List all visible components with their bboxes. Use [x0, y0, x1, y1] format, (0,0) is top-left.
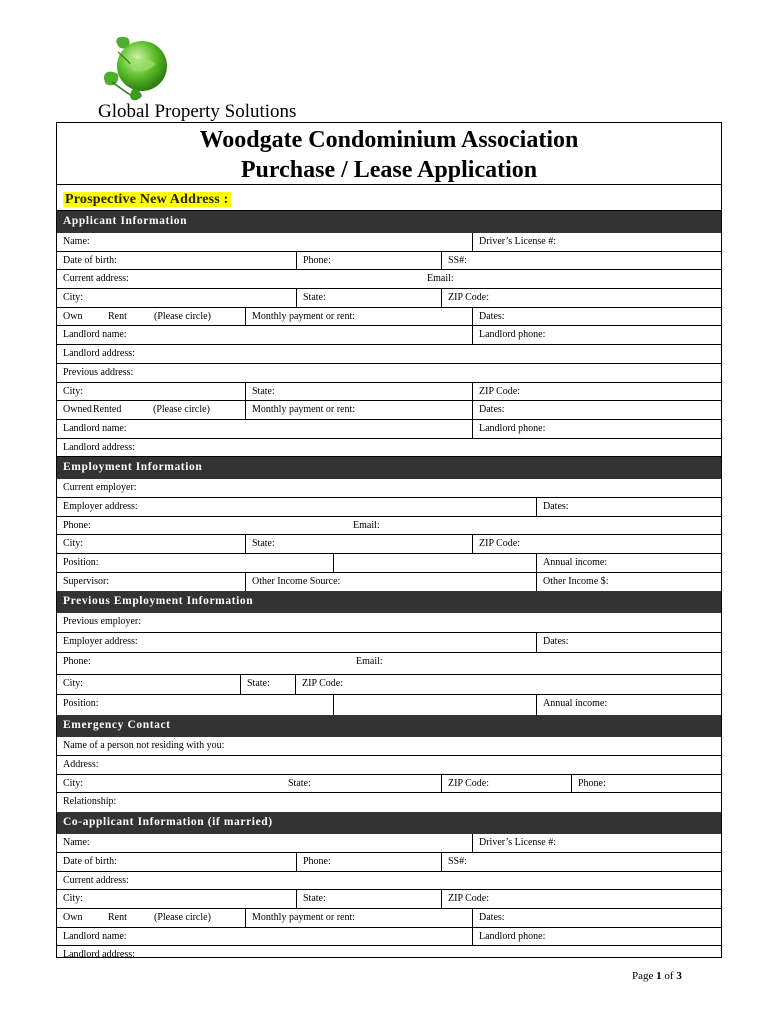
prev-employment-zip-field[interactable]: ZIP Code:	[295, 675, 721, 694]
applicant-prev-own-rent-row	[57, 401, 721, 420]
prev-employment-phone-field[interactable]: Phone:	[63, 656, 91, 668]
coapplicant-landlord-phone-field[interactable]: Landlord phone:	[472, 928, 721, 946]
applicant-prev-state-field[interactable]: State:	[245, 383, 472, 401]
applicant-prev-landlord-address-row	[57, 439, 721, 458]
applicant-ss-field[interactable]: SS#:	[441, 252, 721, 270]
emergency-zip-field[interactable]: ZIP Code:	[441, 775, 571, 793]
page-current: 1	[656, 970, 662, 982]
coapplicant-landlord-address-field[interactable]: Landlord address:	[63, 949, 135, 961]
employment-phone-field[interactable]: Phone:	[63, 519, 91, 531]
applicant-license-field[interactable]: Driver’s License #:	[472, 233, 721, 251]
coapplicant-please-circle-note: (Please circle)	[154, 911, 211, 923]
applicant-name-row	[57, 233, 721, 252]
globe-leaf-logo-icon	[98, 34, 176, 106]
employment-other-income-source-field[interactable]: Other Income Source:	[245, 573, 536, 592]
employment-phone-row	[57, 517, 721, 536]
applicant-previous-address-field[interactable]: Previous address:	[63, 366, 134, 378]
applicant-dates-field[interactable]: Dates:	[472, 308, 721, 326]
prev-employment-annual-income-field[interactable]: Annual income:	[536, 695, 721, 715]
emergency-city-field[interactable]: City:	[63, 777, 84, 789]
prev-employment-phone-row	[57, 653, 721, 675]
applicant-prev-landlord-name-field[interactable]: Landlord name:	[63, 422, 127, 434]
owned-option[interactable]: Owned	[63, 404, 92, 416]
page-of: of	[664, 970, 674, 982]
coapplicant-own-rent-field	[57, 909, 245, 927]
employment-dates-field[interactable]: Dates:	[536, 498, 721, 516]
emergency-city-row	[57, 775, 721, 794]
emergency-phone-field[interactable]: Phone:	[571, 775, 721, 793]
applicant-monthly-field[interactable]: Monthly payment or rent:	[245, 308, 472, 326]
emergency-address-field[interactable]: Address:	[63, 759, 99, 771]
section-emergency-header: Emergency Contact	[57, 715, 721, 737]
form-title	[57, 123, 721, 185]
applicant-email-field[interactable]: Email:	[427, 273, 454, 285]
applicant-dob-field[interactable]: Date of birth:	[63, 254, 117, 266]
applicant-current-address-row	[57, 270, 721, 289]
section-applicant-header: Applicant Information	[57, 211, 721, 233]
coapplicant-dates-field[interactable]: Dates:	[472, 909, 721, 927]
employment-other-income-field[interactable]: Other Income $:	[536, 573, 721, 592]
prev-please-circle-note: (Please circle)	[153, 404, 210, 416]
emergency-relationship-field[interactable]: Relationship:	[63, 796, 117, 808]
applicant-dob-row	[57, 252, 721, 271]
applicant-zip-field[interactable]: ZIP Code:	[441, 289, 721, 307]
applicant-phone-field[interactable]: Phone:	[296, 252, 441, 270]
emergency-name-row	[57, 737, 721, 756]
emergency-state-field[interactable]: State:	[288, 777, 311, 789]
employment-city-row	[57, 535, 721, 554]
coapplicant-license-field[interactable]: Driver’s License #:	[472, 834, 721, 852]
prospective-address-label: Prospective New Address :	[65, 192, 229, 207]
coapplicant-name-field[interactable]: Name:	[63, 837, 90, 849]
prev-employment-employer-row	[57, 613, 721, 633]
coapplicant-landlord-address-row	[57, 946, 721, 965]
page-number	[632, 970, 682, 982]
emergency-name-field[interactable]: Name of a person not residing with you:	[63, 740, 225, 752]
applicant-prev-landlord-row	[57, 420, 721, 439]
applicant-landlord-address-field[interactable]: Landlord address:	[63, 348, 135, 360]
prev-employment-email-field[interactable]: Email:	[356, 656, 383, 668]
employment-position-row	[57, 554, 721, 573]
employment-address-row	[57, 498, 721, 517]
applicant-prev-monthly-field[interactable]: Monthly payment or rent:	[245, 401, 472, 419]
title-line-1: Woodgate Condominium Association	[199, 127, 579, 153]
prev-employment-employer-field[interactable]: Previous employer:	[63, 616, 142, 628]
prev-employment-city-field[interactable]: City:	[63, 678, 84, 690]
coapplicant-current-address-field[interactable]: Current address:	[63, 874, 129, 886]
applicant-prev-zip-field[interactable]: ZIP Code:	[472, 383, 721, 401]
employment-city-field[interactable]: City:	[63, 538, 84, 550]
employment-supervisor-field[interactable]: Supervisor:	[63, 575, 110, 587]
applicant-current-address-field[interactable]: Current address:	[63, 273, 129, 285]
applicant-own-rent-field	[57, 308, 245, 326]
applicant-state-field[interactable]: State:	[296, 289, 441, 307]
applicant-prev-landlord-phone-field[interactable]: Landlord phone:	[472, 420, 721, 438]
applicant-landlord-row	[57, 326, 721, 345]
applicant-prev-city-field[interactable]: City:	[63, 385, 84, 397]
applicant-own-rent-row	[57, 308, 721, 327]
coapplicant-zip-field[interactable]: ZIP Code:	[441, 890, 721, 908]
coapplicant-current-address-row	[57, 872, 721, 891]
prev-employment-position-row	[57, 695, 721, 715]
employment-zip-field[interactable]: ZIP Code:	[472, 535, 721, 553]
applicant-prev-dates-field[interactable]: Dates:	[472, 401, 721, 419]
coapplicant-phone-field[interactable]: Phone:	[296, 853, 441, 871]
page-total: 3	[676, 970, 682, 982]
coapplicant-own-option[interactable]: Own	[63, 911, 83, 923]
prev-employment-address-field[interactable]: Employer address:	[63, 636, 138, 648]
applicant-name-field[interactable]: Name:	[63, 236, 90, 247]
coapplicant-dob-field[interactable]: Date of birth:	[63, 855, 117, 867]
employment-email-field[interactable]: Email:	[353, 519, 380, 531]
section-previous-employment-header: Previous Employment Information	[57, 591, 721, 613]
coapplicant-city-row	[57, 890, 721, 909]
page-label: Page	[632, 970, 654, 982]
company-name: Global Property Solutions	[98, 101, 297, 122]
applicant-landlord-address-row	[57, 345, 721, 364]
prev-employment-city-row	[57, 675, 721, 695]
prev-employment-position-blank[interactable]	[333, 695, 536, 715]
applicant-prev-own-rent-field	[57, 401, 245, 419]
emergency-relationship-row	[57, 793, 721, 812]
prev-employment-position-field[interactable]: Position:	[63, 698, 99, 710]
coapplicant-rent-option[interactable]: Rent	[108, 911, 127, 923]
employment-supervisor-row	[57, 573, 721, 592]
applicant-city-row	[57, 289, 721, 308]
employment-position-field[interactable]: Position:	[63, 557, 99, 568]
emergency-address-row	[57, 756, 721, 775]
employment-address-field[interactable]: Employer address:	[63, 500, 138, 512]
employment-position-blank[interactable]	[333, 554, 536, 572]
rented-option[interactable]: Rented	[93, 404, 122, 416]
prev-employment-state-field[interactable]: State:	[240, 675, 295, 694]
coapplicant-city-field[interactable]: City:	[63, 893, 84, 905]
own-option[interactable]: Own	[63, 310, 83, 322]
applicant-landlord-name-field[interactable]: Landlord name:	[63, 329, 127, 341]
prev-employment-address-row	[57, 633, 721, 653]
coapplicant-landlord-name-field[interactable]: Landlord name:	[63, 930, 127, 942]
coapplicant-own-rent-row	[57, 909, 721, 928]
coapplicant-name-row	[57, 834, 721, 853]
coapplicant-dob-row	[57, 853, 721, 872]
rent-option[interactable]: Rent	[108, 310, 127, 322]
applicant-prev-landlord-address-field[interactable]: Landlord address:	[63, 441, 135, 453]
title-line-2: Purchase / Lease Application	[240, 157, 538, 183]
applicant-city-field[interactable]: City:	[63, 292, 84, 304]
section-coapplicant-header: Co-applicant Information (if married)	[57, 812, 721, 834]
employment-state-field[interactable]: State:	[245, 535, 472, 553]
coapplicant-monthly-field[interactable]: Monthly payment or rent:	[245, 909, 472, 927]
applicant-prev-city-row	[57, 383, 721, 402]
coapplicant-ss-field[interactable]: SS#:	[441, 853, 721, 871]
section-employment-header: Employment Information	[57, 457, 721, 479]
employment-current-employer-row	[57, 479, 721, 498]
coapplicant-state-field[interactable]: State:	[296, 890, 441, 908]
prev-employment-dates-field[interactable]: Dates:	[536, 633, 721, 652]
applicant-landlord-phone-field[interactable]: Landlord phone:	[472, 326, 721, 344]
employment-annual-income-field[interactable]: Annual income:	[536, 554, 721, 572]
applicant-previous-address-row	[57, 364, 721, 383]
employment-current-employer-field[interactable]: Current employer:	[63, 482, 137, 494]
prospective-address-row	[57, 185, 721, 211]
application-form	[56, 122, 722, 961]
coapplicant-landlord-row	[57, 928, 721, 947]
please-circle-note: (Please circle)	[154, 310, 211, 322]
